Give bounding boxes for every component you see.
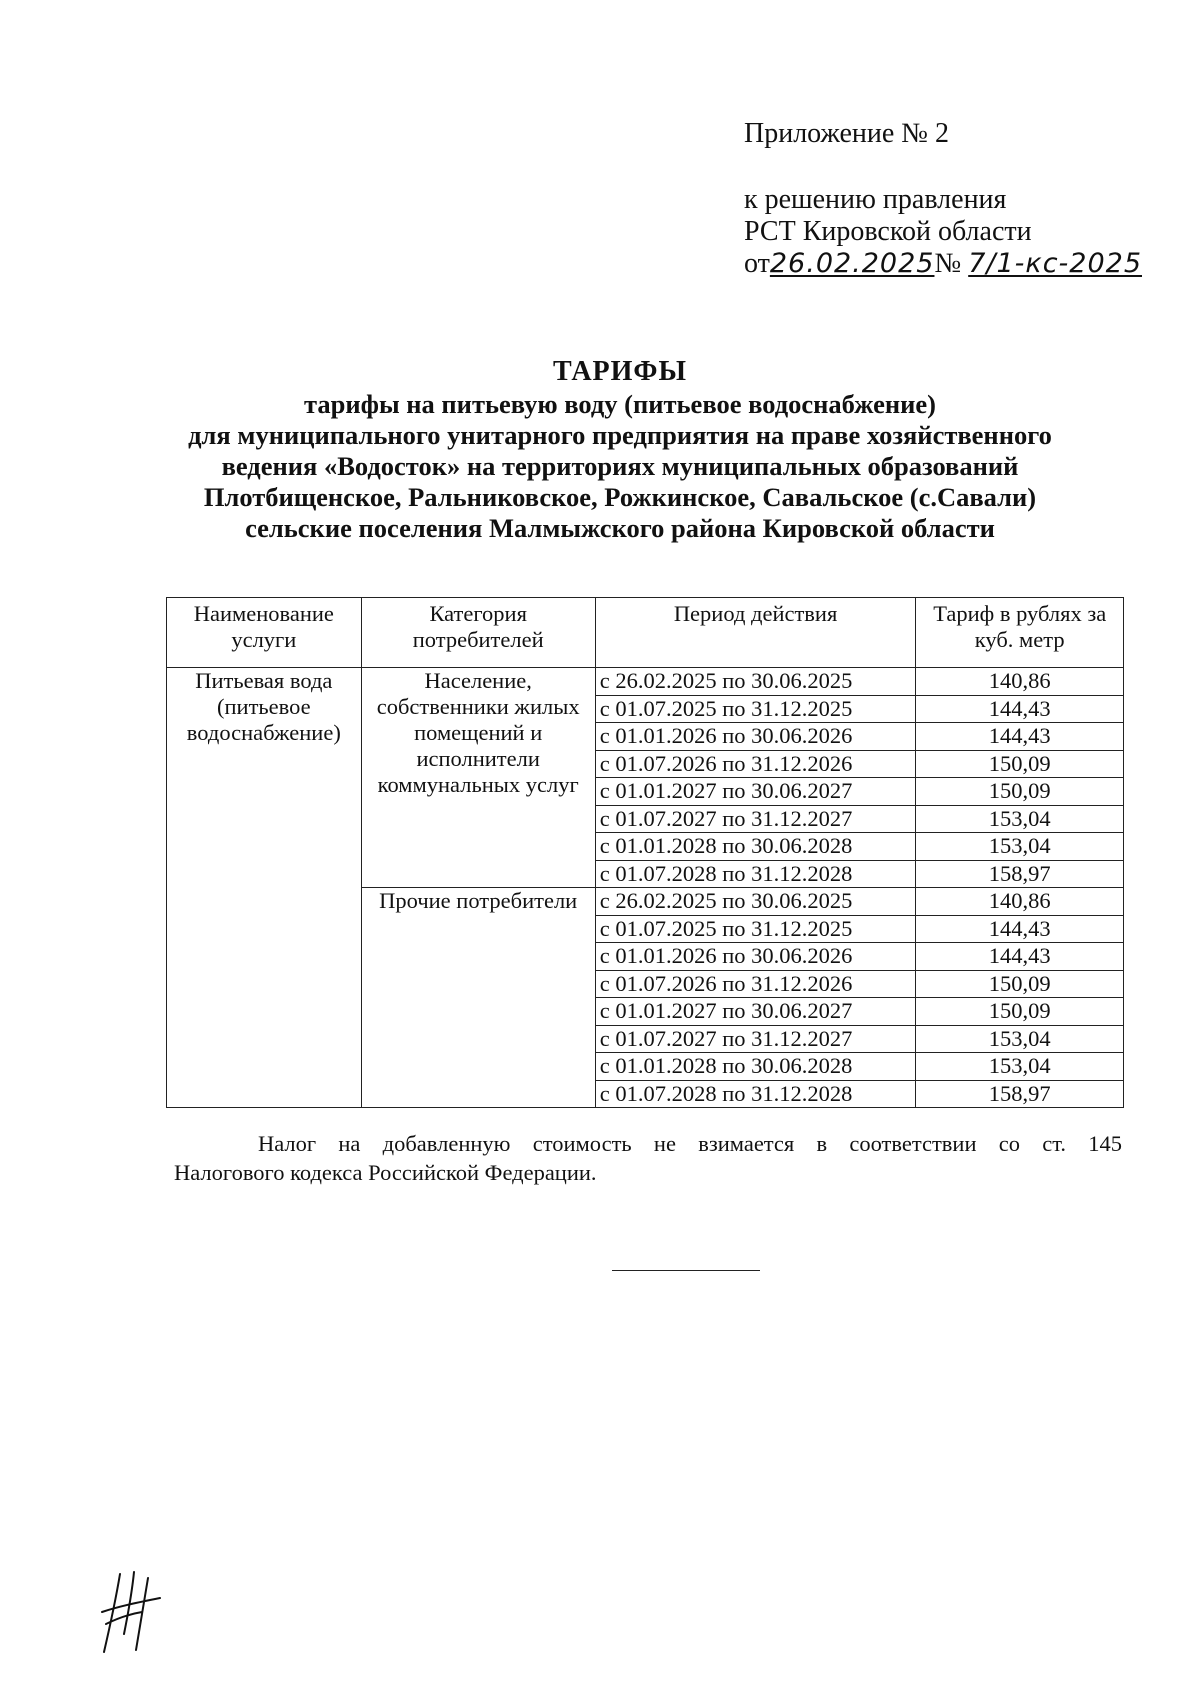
title-line: для муниципального унитарного предприятия на праве хозяйственного — [188, 420, 1052, 450]
tariff-cell: 158,97 — [916, 1080, 1124, 1108]
tariff-cell: 140,86 — [916, 888, 1124, 916]
title-line: тарифы на питьевую воду (питьевое водоснабжение) — [304, 389, 936, 419]
period-cell: с 26.02.2025 по 30.06.2025 — [595, 888, 916, 916]
tariff-cell: 150,09 — [916, 970, 1124, 998]
table-header-row — [167, 598, 1124, 668]
period-cell: с 01.07.2026 по 31.12.2026 — [595, 750, 916, 778]
tariff-cell: 150,09 — [916, 750, 1124, 778]
header-period: Период действия — [595, 598, 916, 668]
tariff-cell: 144,43 — [916, 695, 1124, 723]
annex-authority: РСТ Кировской области — [744, 216, 1032, 247]
consumer-category-cell: Население, собственники жилых помещений и исполнители коммунальных услуг — [361, 668, 595, 888]
period-cell: с 01.07.2025 по 31.12.2025 — [595, 695, 916, 723]
tariff-cell: 150,09 — [916, 778, 1124, 806]
title-line: Плотбищенское, Ральниковское, Рожкинское, Савальское (с.Савали) — [203, 482, 1037, 512]
period-cell: с 01.01.2028 по 30.06.2028 — [595, 833, 916, 861]
annex-number: Приложение № 2 — [744, 118, 949, 149]
document-title — [150, 356, 1090, 544]
annex-date-line — [744, 248, 1142, 280]
title-line: сельские поселения Малмыжского района Кировской области — [245, 513, 995, 543]
header-category: Категория потребителей — [361, 598, 595, 668]
annex-decision: к решению правления — [744, 184, 1007, 215]
table-row — [167, 668, 1124, 696]
period-cell: с 01.01.2027 по 30.06.2027 — [595, 778, 916, 806]
tariff-cell: 144,43 — [916, 915, 1124, 943]
tariff-table — [166, 597, 1124, 1108]
service-name-cell: Питьевая вода (питьевое водоснабжение) — [167, 668, 362, 1108]
divider-line — [612, 1270, 760, 1271]
title-line: ведения «Водосток» на территориях муниципальных образований — [221, 451, 1019, 481]
tariff-cell: 144,43 — [916, 723, 1124, 751]
title-main: ТАРИФЫ — [553, 356, 687, 387]
tariff-cell: 150,09 — [916, 998, 1124, 1026]
tariff-cell: 144,43 — [916, 943, 1124, 971]
period-cell: с 01.07.2028 по 31.12.2028 — [595, 860, 916, 888]
header-service: Наименование услуги — [167, 598, 362, 668]
tax-note-line-2: Налогового кодекса Российской Федерации. — [174, 1160, 597, 1185]
tariff-cell: 153,04 — [916, 833, 1124, 861]
period-cell: с 01.01.2026 по 30.06.2026 — [595, 943, 916, 971]
handwritten-date: 26.02.2025 — [769, 248, 935, 279]
period-cell: с 01.07.2027 по 31.12.2027 — [595, 805, 916, 833]
period-cell: с 01.01.2027 по 30.06.2027 — [595, 998, 916, 1026]
period-cell: с 01.07.2027 по 31.12.2027 — [595, 1025, 916, 1053]
period-cell: с 01.01.2026 по 30.06.2026 — [595, 723, 916, 751]
tariff-cell: 153,04 — [916, 1025, 1124, 1053]
handwritten-number: 7/1-кс-2025 — [968, 248, 1142, 279]
annex-header — [744, 118, 1142, 280]
period-cell: с 01.01.2028 по 30.06.2028 — [595, 1053, 916, 1081]
period-cell: с 01.07.2025 по 31.12.2025 — [595, 915, 916, 943]
period-cell: с 01.07.2026 по 31.12.2026 — [595, 970, 916, 998]
tax-note-line-1: Налог на добавленную стоимость не взимается в соответствии со ст. 145 — [258, 1131, 1122, 1156]
tariff-table-body — [167, 668, 1124, 1108]
tariff-cell: 140,86 — [916, 668, 1124, 696]
tariff-cell: 158,97 — [916, 860, 1124, 888]
period-cell: с 26.02.2025 по 30.06.2025 — [595, 668, 916, 696]
date-prefix: от — [744, 248, 770, 279]
tariff-cell: 153,04 — [916, 1053, 1124, 1081]
number-prefix: № — [934, 248, 962, 279]
header-tariff: Тариф в рублях за куб. метр — [916, 598, 1124, 668]
tariff-cell: 153,04 — [916, 805, 1124, 833]
tax-note — [174, 1129, 1122, 1187]
period-cell: с 01.07.2028 по 31.12.2028 — [595, 1080, 916, 1108]
consumer-category-cell: Прочие потребители — [361, 888, 595, 1108]
handwritten-signature-icon — [96, 1568, 166, 1656]
